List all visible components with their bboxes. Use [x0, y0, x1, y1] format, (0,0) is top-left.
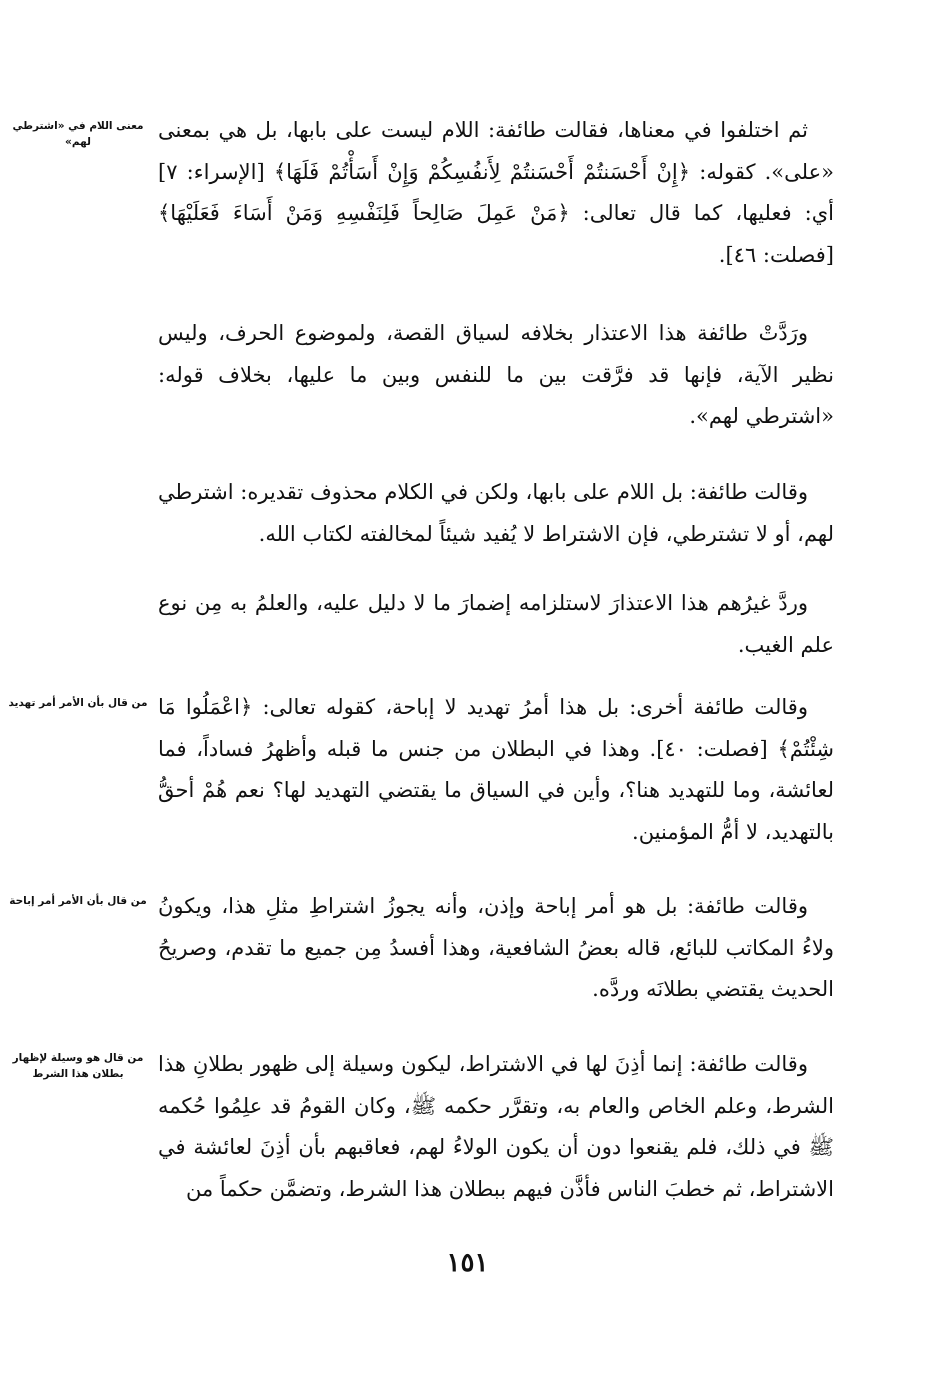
paragraph-rejection — [158, 583, 834, 666]
paragraph-permission — [158, 886, 834, 1011]
paragraph-text: وقالت طائفة: إنما أذِنَ لها في الاشتراط، ليكون وسيلة إلى ظهور بطلانِ هذا الشرط، وعلم الخاص والعام به، وتقرَّر حكمه ﷺ، وكان القومُ قد علِمُوا حُكمه ﷺ في ذلك، فلم يقنعوا دون أن يكون الولاءُ لهم، فعاقبهم بأن أذِنَ لعائشة في الاشتراط، ثم خطبَ الناس فأذَّن فيهم ببطلان هذا الشرط، وتضمَّن حكماً من — [158, 1052, 834, 1201]
paragraph-text: وقالت طائفة أخرى: بل هذا أمرُ تهديد لا إباحة، كقوله تعالى: ﴿اعْمَلُوا مَا شِئْتُمْ﴾ [فصلت: ٤٠]. وهذا في البطلان من جنس ما قبله وأظهرُ فساداً، فما لعائشة، وما للتهديد هنا؟، وأين في السياق ما يقتضي التهديد لها؟ نعم هُمْ أحقُّ بالتهديد، لا أمُّ المؤمنين. — [158, 695, 834, 844]
paragraph-threat — [158, 687, 834, 853]
margin-note-permission: من قال بأن الأمر أمر إباحة — [9, 895, 147, 907]
paragraph-text: ورَدَّتْ طائفة هذا الاعتذار بخلافه لسياق القصة، ولموضوع الحرف، وليس نظير الآية، فإنها قد فرَّقت بين ما للنفس وبين ما عليها، بخلاف قوله: «اشترطي لهم». — [158, 321, 834, 428]
page-number: ١٥١ — [446, 1248, 489, 1278]
paragraph-text: ثم اختلفوا في معناها، فقالت طائفة: اللام ليست على بابها، بل هي بمعنى «على». كقوله: ﴿إِنْ أَحْسَنتُمْ أَحْسَنتُمْ لِأَنفُسِكُمْ وَإِنْ أَسَأْتُمْ فَلَهَا﴾ [الإسراء: ٧] أي: فعليها، كما قال تعالى: ﴿مَنْ عَمِلَ صَالِحاً فَلِنَفْسِهِ وَمَنْ أَسَاءَ فَعَلَيْهَا﴾ [فصلت: ٤٦]. — [158, 118, 834, 267]
paragraph-omission — [158, 472, 834, 555]
margin-note-lam-meaning: معنى اللام في «اشترطي لهم» — [12, 120, 144, 148]
paragraph-text: وقالت طائفة: بل هو أمر إباحة وإذن، وأنه يجوزُ اشتراطِ مثلِ هذا، ويكونُ ولاءُ المكاتب للبائع، قاله بعضُ الشافعية، وهذا أفسدُ مِن جميع ما تقدم، وصريحُ الحديث يقتضي بطلانَه وردَّه. — [158, 894, 834, 1001]
paragraph-lam-meaning — [158, 110, 834, 276]
paragraph-invalidity — [158, 1044, 834, 1210]
paragraph-text: وقالت طائفة: بل اللام على بابها، ولكن في الكلام محذوف تقديره: اشترطي لهم، أو لا تشترطي، فإن الاشتراط لا يُفيد شيئاً لمخالفته لكتاب الله. — [158, 480, 834, 546]
margin-note-invalidity: من قال هو وسيلة لإظهار بطلان هذا الشرط — [12, 1052, 144, 1080]
margin-note-threat: من قال بأن الأمر أمر تهديد — [8, 697, 148, 709]
paragraph-text: وردَّ غيرُهم هذا الاعتذارَ لاستلزامه إضمارَ ما لا دليل عليه، والعلمُ به مِن نوع علم الغيب. — [158, 591, 834, 657]
paragraph-rebuttal — [158, 313, 834, 438]
